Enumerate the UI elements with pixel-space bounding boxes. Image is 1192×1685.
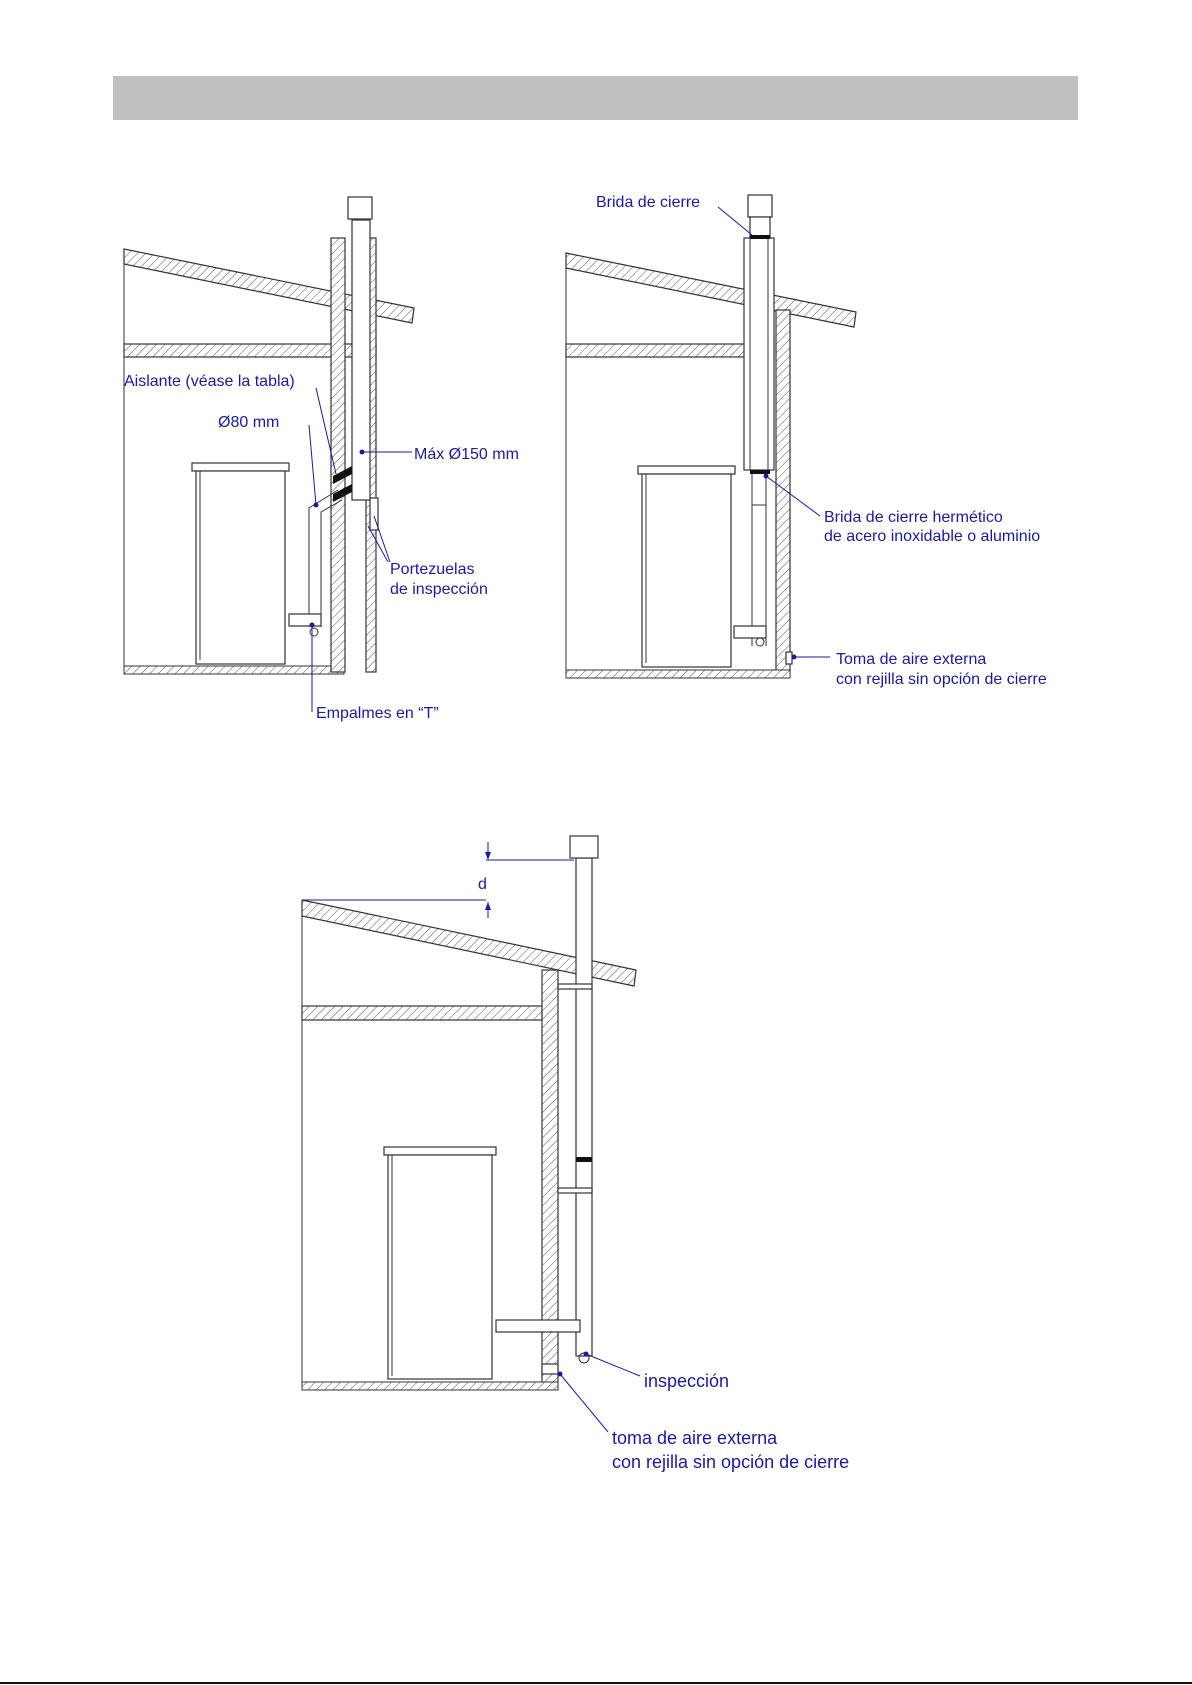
stove-body (196, 471, 285, 664)
leaders-bottom (558, 1352, 641, 1433)
diagram-bottom (302, 836, 636, 1390)
label-air-intake-2: con rejilla sin opción de cierre (612, 1452, 850, 1472)
wall-bracket (558, 984, 592, 989)
closing-flange (750, 235, 770, 239)
label-tee-joints: Empalmes en “T” (316, 705, 439, 722)
label-inspection-doors-2: de inspección (390, 581, 488, 598)
label-closing-flange: Brida de cierre (596, 194, 701, 211)
diagram-top-left (124, 197, 414, 674)
air-intake-grille (542, 1364, 558, 1374)
chimney-wall-left (331, 238, 345, 672)
roof-slab (566, 253, 856, 327)
label-distance: d (478, 876, 487, 893)
stove-top (638, 466, 735, 474)
label-max-diameter: Máx Ø150 mm (414, 446, 519, 463)
label-insulation: Aislante (véase la tabla) (124, 373, 295, 390)
insulated-flue (744, 238, 774, 470)
chimney-cap (570, 836, 598, 858)
floor-slab (302, 1006, 542, 1020)
stove-top (384, 1147, 496, 1155)
label-inspection: inspección (644, 1371, 730, 1391)
house-wall-right (776, 310, 790, 672)
hermetic-flange (750, 470, 770, 474)
horizontal-connector (496, 1320, 580, 1332)
stove-top (192, 463, 289, 471)
ground (302, 1382, 558, 1390)
label-hermetic-flange-2: de acero inoxidable o aluminio (824, 528, 1041, 545)
floor-slab (566, 344, 774, 357)
page-bottom-rule (0, 1682, 1192, 1684)
label-air-intake-1: Toma de aire externa (836, 651, 987, 668)
stove-body (642, 474, 731, 667)
ground (124, 666, 344, 674)
ground (566, 670, 790, 678)
label-air-intake-2: con rejilla sin opción de cierre (836, 671, 1047, 688)
label-inspection-doors-1: Portezuelas (390, 561, 475, 578)
chimney-cap (348, 197, 372, 219)
diagram-top-right (566, 195, 856, 678)
label-pipe-diameter: Ø80 mm (218, 414, 280, 431)
external-flue (576, 858, 592, 1356)
label-hermetic-flange-1: Brida de cierre hermético (824, 509, 1003, 526)
stove-body (388, 1155, 492, 1379)
flue-pipe (352, 220, 370, 500)
label-air-intake-1: toma de aire externa (612, 1428, 778, 1448)
chimney-cap (748, 195, 772, 217)
air-intake-grille (786, 652, 792, 664)
